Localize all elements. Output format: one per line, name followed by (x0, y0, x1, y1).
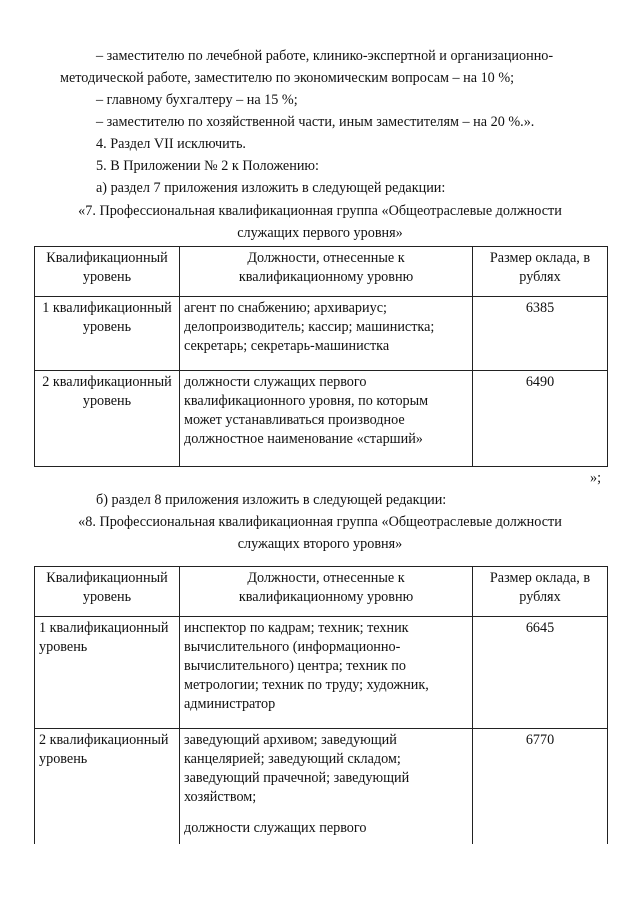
row-level: 2 квалификационный уровень (35, 371, 180, 467)
intro-line-5: 4. Раздел VII исключить. (96, 136, 246, 152)
row-level: 1 квалификационный уровень (35, 617, 180, 729)
row-positions-extra: должности служащих первого (184, 820, 367, 836)
header-salary: Размер оклада, в рублях (473, 567, 608, 617)
header-positions: Должности, отнесенные к квалификационному уровню (180, 567, 473, 617)
header-level: Квалификационный уровень (35, 567, 180, 617)
table-row (35, 729, 608, 845)
row-positions-cell (180, 729, 473, 845)
row-positions: должности служащих первого квалификационного уровня, по которым может устанавливаться производное должностное наименование «старший» (180, 371, 473, 467)
row-positions: инспектор по кадрам; техник; техник вычислительного (информационно-вычислительного) центра; техник по метрологии; техник по труду; художник, администратор (180, 617, 473, 729)
intro-line-4: – заместителю по хозяйственной части, иным заместителям – на 20 %.». (96, 114, 535, 130)
intro-line-6: 5. В Приложении № 2 к Положению: (96, 158, 319, 174)
table-row (35, 617, 608, 729)
table-header-row (35, 567, 608, 617)
table-row (35, 371, 608, 467)
row-salary: 6770 (473, 729, 608, 845)
row-level: 2 квалификационный уровень (35, 729, 180, 845)
intro-line-2: методической работе, заместителю по экономическим вопросам – на 10 %; (60, 70, 515, 86)
section7-title-line2: служащих первого уровня» (237, 225, 403, 241)
intro-line-7: а) раздел 7 приложения изложить в следующей редакции: (96, 180, 446, 196)
section7-closing: »; (590, 470, 602, 486)
section8-title-line1: «8. Профессиональная квалификационная группа «Общеотраслевые должности (78, 514, 562, 530)
section7-title-line1: «7. Профессиональная квалификационная группа «Общеотраслевые должности (78, 203, 562, 219)
row-level: 1 квалификационный уровень (35, 297, 180, 371)
row-salary: 6385 (473, 297, 608, 371)
row-positions: агент по снабжению; архивариус; делопроизводитель; кассир; машинистка; секретарь; секретарь-машинистка (180, 297, 473, 371)
section8-table (34, 566, 608, 844)
section7-table (34, 246, 608, 467)
section8-title-line2: служащих второго уровня» (237, 536, 403, 552)
header-level: Квалификационный уровень (35, 247, 180, 297)
row-salary: 6645 (473, 617, 608, 729)
section8-intro: б) раздел 8 приложения изложить в следующей редакции: (96, 492, 447, 508)
row-salary: 6490 (473, 371, 608, 467)
table-row (35, 297, 608, 371)
intro-line-3: – главному бухгалтеру – на 15 %; (96, 92, 298, 108)
intro-line-1: – заместителю по лечебной работе, клинико-экспертной и организационно- (96, 48, 554, 64)
row-positions: заведующий архивом; заведующий канцелярией; заведующий складом; заведующий прачечной; заведующий хозяйством; (184, 732, 410, 805)
header-salary: Размер оклада, в рублях (473, 247, 608, 297)
header-positions: Должности, отнесенные к квалификационному уровню (180, 247, 473, 297)
table-header-row (35, 247, 608, 297)
